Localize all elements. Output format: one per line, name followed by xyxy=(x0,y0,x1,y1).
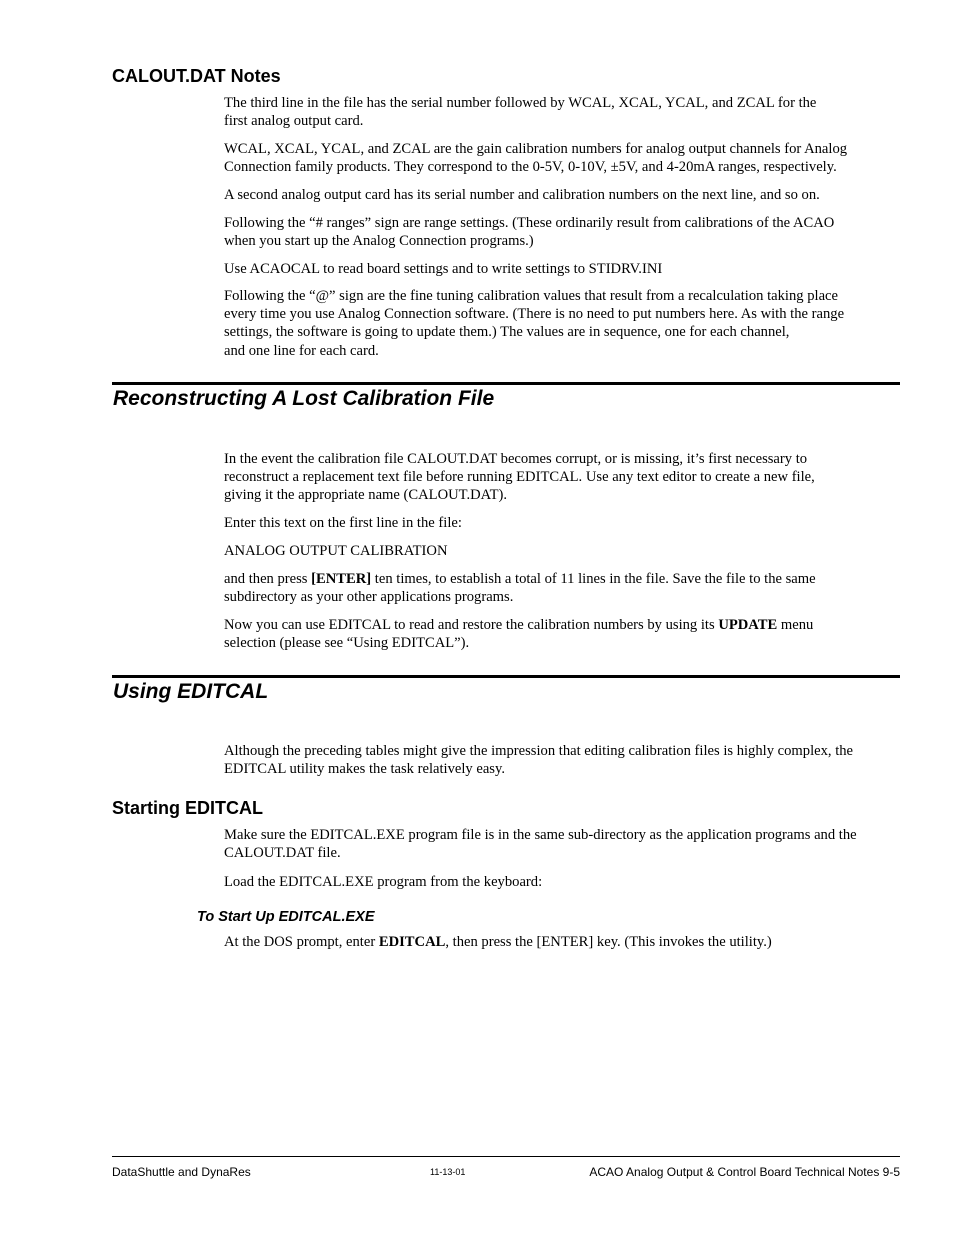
section-divider xyxy=(112,675,900,678)
paragraph xyxy=(224,933,904,951)
text-run: and then press xyxy=(224,571,312,587)
paragraph xyxy=(224,450,904,505)
text-line: settings, the software is going to update them.) The values are in sequence, one for each channel, xyxy=(224,324,790,341)
text-line: every time you use Analog Connection software. (There is no need to put numbers here. As with the range xyxy=(224,306,845,323)
text-line: In the event the calibration file CALOUT.DAT becomes corrupt, or is missing, it’s first necessary to xyxy=(224,451,808,467)
paragraph xyxy=(224,140,904,176)
text-line xyxy=(224,570,904,588)
text-line: Make sure the EDITCAL.EXE program file is in the same sub-directory as the application programs and the xyxy=(224,827,857,843)
text-line xyxy=(224,933,904,951)
text-run: , then press the [ENTER] key. (This invokes the utility.) xyxy=(445,934,772,950)
paragraph xyxy=(224,94,904,130)
text-run: menu xyxy=(777,617,814,633)
section-heading-reconstructing: Reconstructing A Lost Calibration File xyxy=(113,387,495,410)
text-line: giving it the appropriate name (CALOUT.DAT). xyxy=(224,487,508,504)
paragraph xyxy=(224,542,904,560)
text-run: Now you can use EDITCAL to read and restore the calibration numbers by using its xyxy=(224,617,719,633)
page-footer xyxy=(112,1156,900,1179)
footer-right: ACAO Analog Output & Control Board Technical Notes 9-5 xyxy=(589,1165,900,1179)
section-heading-using-editcal: Using EDITCAL xyxy=(113,680,269,703)
section-heading-calout-notes: CALOUT.DAT Notes xyxy=(112,66,281,86)
subheading-start-up-editcal: To Start Up EDITCAL.EXE xyxy=(197,909,375,925)
text-line: Connection family products. They correspond to the 0-5V, 0-10V, ±5V, and 4-20mA ranges, respectively. xyxy=(224,159,837,176)
section-heading-starting-editcal: Starting EDITCAL xyxy=(112,798,263,818)
text-line: Enter this text on the first line in the file: xyxy=(224,515,462,531)
update-menu-label: UPDATE xyxy=(718,617,778,633)
paragraph xyxy=(224,616,904,652)
paragraph xyxy=(224,186,904,204)
text-line: Although the preceding tables might give the impression that editing calibration files is highly complex, the xyxy=(224,743,854,759)
text-line: WCAL, XCAL, YCAL, and ZCAL are the gain calibration numbers for analog output channels for Analog xyxy=(224,141,848,157)
paragraph xyxy=(224,287,904,360)
paragraph xyxy=(224,260,904,278)
text-run: ten times, to establish a total of 11 lines in the file. Save the file to the same xyxy=(371,571,816,587)
paragraph xyxy=(224,514,904,532)
text-line: and one line for each card. xyxy=(224,342,379,359)
paragraph xyxy=(224,214,904,250)
enter-key-label: [ENTER] xyxy=(311,571,372,587)
section-divider xyxy=(112,382,900,385)
text-line: first analog output card. xyxy=(224,113,364,130)
paragraph xyxy=(224,570,904,606)
text-line: selection (please see “Using EDITCAL”). xyxy=(224,635,470,652)
paragraph xyxy=(224,873,904,891)
footer-left: DataShuttle and DynaRes xyxy=(112,1165,251,1179)
text-line: subdirectory as your other applications programs. xyxy=(224,589,514,606)
text-line: The third line in the file has the serial number followed by WCAL, XCAL, YCAL, and ZCAL for the xyxy=(224,95,817,111)
footer-date: 11-13-01 xyxy=(430,1167,466,1177)
text-line: EDITCAL utility makes the task relatively easy. xyxy=(224,761,505,778)
text-line: Following the “@” sign are the fine tuning calibration values that result from a recalculation taking place xyxy=(224,288,839,304)
text-line: Use ACAOCAL to read board settings and to write settings to STIDRV.INI xyxy=(224,261,663,277)
editcal-command: EDITCAL xyxy=(378,934,446,950)
text-line: Load the EDITCAL.EXE program from the keyboard: xyxy=(224,874,543,890)
paragraph xyxy=(224,742,904,778)
text-line: Following the “# ranges” sign are range settings. (These ordinarily result from calibrations of the ACAO xyxy=(224,215,835,231)
text-line: ANALOG OUTPUT CALIBRATION xyxy=(224,543,448,559)
text-line: A second analog output card has its serial number and calibration numbers on the next line, and so on. xyxy=(224,187,820,203)
text-line: CALOUT.DAT file. xyxy=(224,845,341,862)
paragraph xyxy=(224,826,904,862)
text-line xyxy=(224,616,904,634)
text-line: when you start up the Analog Connection programs.) xyxy=(224,233,534,250)
text-line: reconstruct a replacement text file before running EDITCAL. Use any text editor to create a new file, xyxy=(224,469,815,486)
text-run: At the DOS prompt, enter xyxy=(224,934,379,950)
